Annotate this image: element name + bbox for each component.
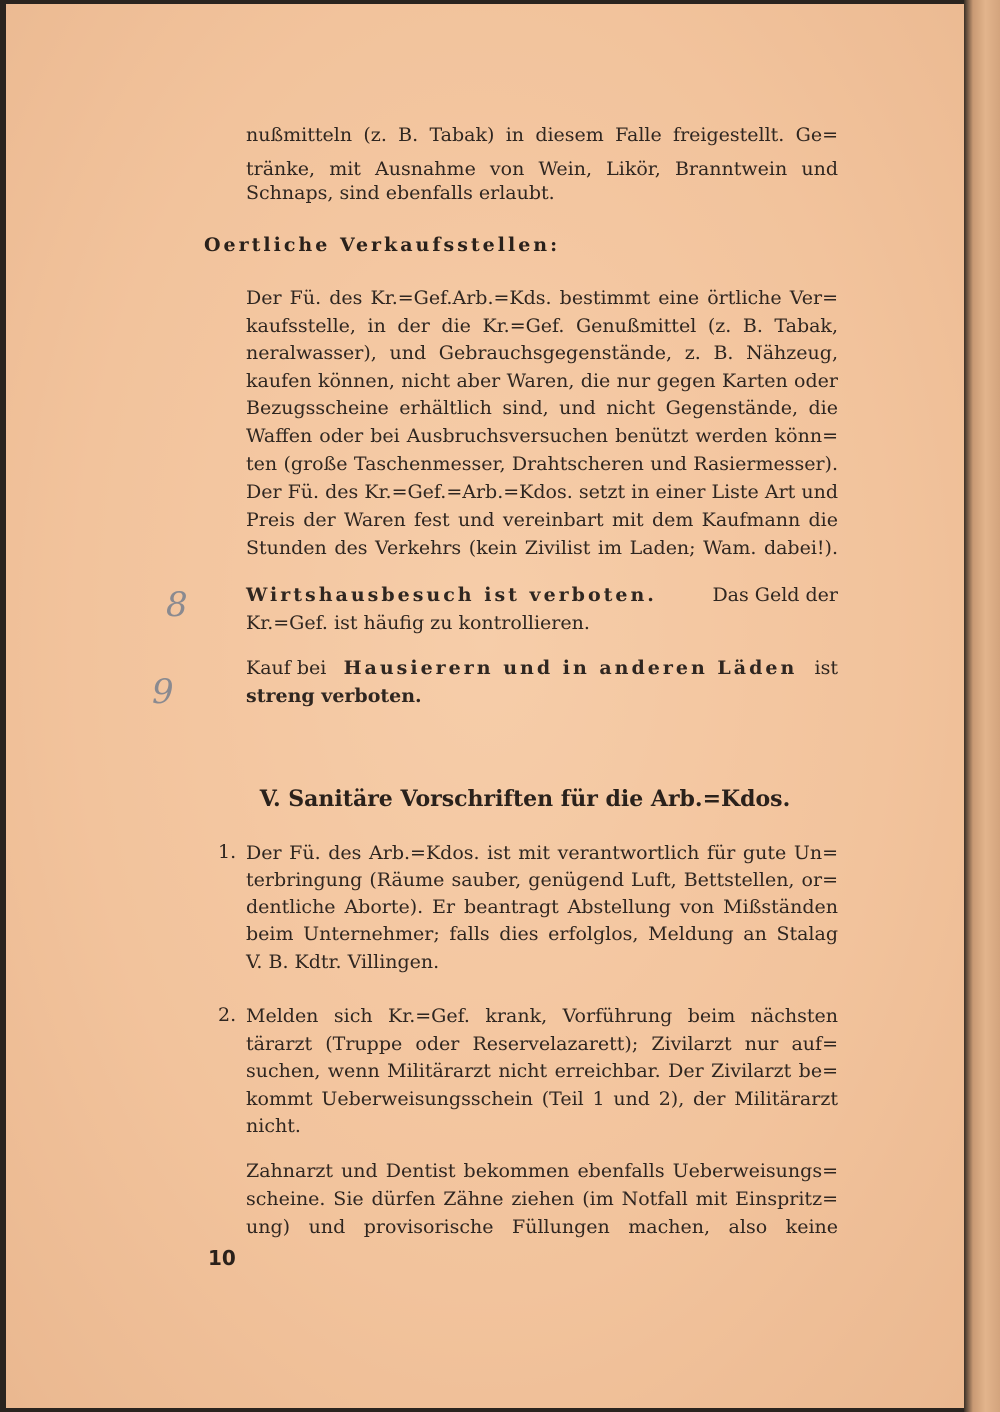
emphasis-line: streng verboten. bbox=[246, 685, 422, 707]
text-line: Waffen oder bei Ausbruchsversuchen benützt werden könn= bbox=[246, 425, 838, 447]
text-line: nicht. bbox=[246, 1115, 301, 1137]
text: ist bbox=[814, 657, 838, 679]
text-line: ten (große Taschenmesser, Drahtscheren und Rasiermesser). bbox=[246, 453, 838, 475]
text-line: Bezugsscheine erhältlich sind, und nicht Gegenstände, die bbox=[246, 397, 838, 419]
text-line: Der Fü. des Kr.=Gef.=Arb.=Kdos. setzt in einer Liste Art und bbox=[246, 481, 838, 503]
text-line: Der Fü. des Kr.=Gef.Arb.=Kds. bestimmt eine örtliche Ver= bbox=[246, 287, 838, 309]
item-number: 1. bbox=[218, 841, 237, 863]
handwritten-margin-note: 8 bbox=[166, 585, 188, 625]
text-line: Preis der Waren fest und vereinbart mit dem Kaufmann die bbox=[246, 509, 838, 531]
text-line: neralwasser), und Gebrauchsgegenstände, z. B. Nähzeug, bbox=[246, 342, 838, 364]
text-line: Melden sich Kr.=Gef. krank, Vorführung beim nächsten bbox=[246, 1005, 838, 1027]
text-line: beim Unternehmer; falls dies erfolglos, Meldung an Stalag bbox=[246, 923, 838, 945]
text-line: V. B. Kdtr. Villingen. bbox=[246, 951, 440, 973]
text-line: tärarzt (Truppe oder Reservelazarett); Zivilarzt nur auf= bbox=[246, 1033, 838, 1055]
emphasis-text: Hausierern und in anderen Läden bbox=[343, 657, 798, 679]
text-line: ung) und provisorische Füllungen machen, also keine bbox=[246, 1216, 838, 1238]
text-line: Kr.=Gef. ist häufig zu kontrollieren. bbox=[246, 612, 590, 634]
text-line: kommt Ueberweisungsschein (Teil 1 und 2), der Militärarzt bbox=[246, 1088, 838, 1110]
adjacent-page-edge bbox=[964, 0, 1000, 1412]
text-line: Schnaps, sind ebenfalls erlaubt. bbox=[246, 182, 555, 204]
text-line: terbringung (Räume sauber, genügend Luft, Bettstellen, or= bbox=[246, 869, 838, 891]
wirtshaus-line bbox=[246, 583, 838, 607]
text-line: scheine. Sie dürfen Zähne ziehen (im Notfall mit Einspritz= bbox=[246, 1188, 838, 1210]
emphasis-text: Wirtshausbesuch ist verboten. bbox=[246, 584, 657, 606]
text-line: kaufen können, nicht aber Waren, die nur gegen Karten oder bbox=[246, 370, 838, 392]
handwritten-margin-note: 9 bbox=[152, 672, 174, 712]
text-line: nußmitteln (z. B. Tabak) in diesem Falle freigestellt. Ge= bbox=[246, 124, 838, 146]
text-line: suchen, wenn Militärarzt nicht erreichbar. Der Zivilarzt be= bbox=[246, 1060, 838, 1082]
text-line: Zahnarzt und Dentist bekommen ebenfalls Ueberweisungs= bbox=[246, 1160, 838, 1182]
text-line: tränke, mit Ausnahme von Wein, Likör, Branntwein und bbox=[246, 158, 838, 180]
section-heading: Oertliche Verkaufsstellen: bbox=[204, 234, 561, 256]
text: Kauf bei bbox=[246, 657, 327, 679]
page-number: 10 bbox=[208, 1246, 236, 1270]
chapter-title: V. Sanitäre Vorschriften für die Arb.=Kdos. bbox=[259, 786, 791, 812]
text-line: Stunden des Verkehrs (kein Zivilist im Laden; Wam. dabei!). bbox=[246, 537, 838, 559]
text-line: dentliche Aborte). Er beantragt Abstellung von Mißständen bbox=[246, 896, 838, 918]
item-number: 2. bbox=[218, 1004, 237, 1026]
kauf-line bbox=[246, 656, 838, 680]
text-line: Der Fü. des Arb.=Kdos. ist mit verantwortlich für gute Un= bbox=[246, 842, 838, 864]
text: Das Geld der bbox=[712, 584, 838, 606]
text-line: kaufsstelle, in der die Kr.=Gef. Genußmittel (z. B. Tabak, bbox=[246, 315, 838, 337]
